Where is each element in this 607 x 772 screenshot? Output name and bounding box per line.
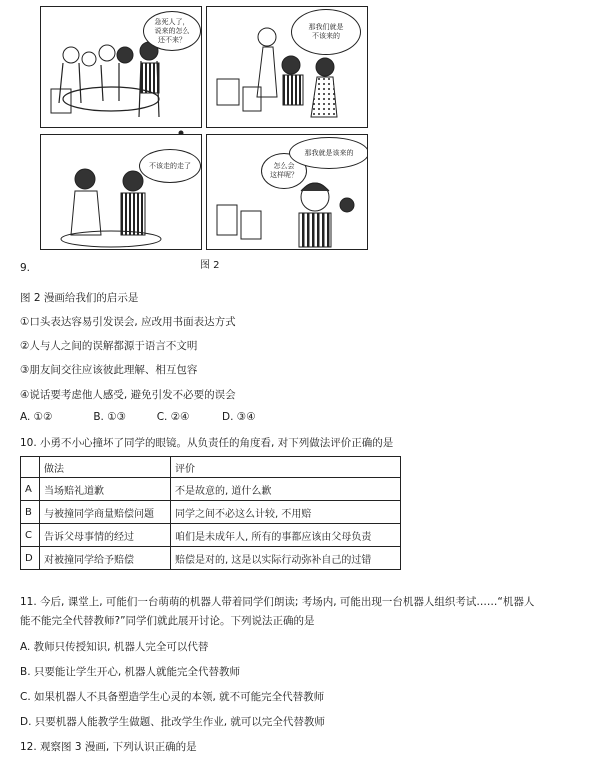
q9-statement-3: ③朋友间交往应该彼此理解、相互包容 xyxy=(20,364,198,376)
comic-panel-2 xyxy=(206,6,368,128)
q9-statement-2: ②人与人之间的误解都源于语言不文明 xyxy=(20,340,198,352)
q10-table-header xyxy=(21,457,401,478)
row-label: A xyxy=(21,478,40,501)
comic-panel-3 xyxy=(40,134,202,250)
comic-figure xyxy=(40,6,530,248)
table-row[interactable] xyxy=(21,478,401,501)
q9-statement-4: ④说话要考虑他人感受, 避免引发不必要的误会 xyxy=(20,389,236,401)
speech-bubble-3: 不该走的走了 xyxy=(139,149,201,183)
row-eval: 不是故意的, 道什么歉 xyxy=(171,478,401,501)
q10-stem: 10. 小勇不小心撞坏了同学的眼镜。从负责任的角度看, 对下列做法评价正确的是 xyxy=(20,437,394,449)
q11-option-c[interactable]: C. 如果机器人不具备塑造学生心灵的本领, 就不可能完全代替教师 xyxy=(20,691,325,703)
q10-header-blank xyxy=(21,457,40,478)
q12-stem: 12. 观察图 3 漫画, 下列认识正确的是 xyxy=(20,741,197,753)
speech-bubble-4a: 怎么会 这样呢？ xyxy=(261,153,307,189)
speech-bubble-2: 那我们就是 不该来的 xyxy=(291,9,361,55)
comic-panel-1 xyxy=(40,6,202,128)
q11-option-d[interactable]: D. 只要机器人能教学生做题、批改学生作业, 就可以完全代替教师 xyxy=(20,716,325,728)
q11-stem-line-1: 11. 今后, 课堂上, 可能们一台萌萌的机器人带着同学们朗读; 考场内, 可能出现一台机器人组织考试……“机器人 xyxy=(20,596,535,608)
row-method: 告诉父母事情的经过 xyxy=(40,524,171,547)
q10-table xyxy=(20,456,401,570)
table-row[interactable] xyxy=(21,547,401,570)
q11-option-a[interactable]: A. 教师只传授知识, 机器人完全可以代替 xyxy=(20,641,209,653)
row-method: 当场赔礼道歉 xyxy=(40,478,171,501)
q11-option-b[interactable]: B. 只要能让学生开心, 机器人就能完全代替教师 xyxy=(20,666,241,678)
row-eval: 赔偿是对的, 这是以实际行动弥补自己的过错 xyxy=(171,547,401,570)
q9-option-a[interactable]: A. ①② xyxy=(20,411,53,423)
table-row[interactable] xyxy=(21,501,401,524)
q9-options xyxy=(20,411,256,423)
q10-header-eval: 评价 xyxy=(171,457,401,478)
q10-header-method: 做法 xyxy=(40,457,171,478)
row-method: 与被撞同学商量赔偿问题 xyxy=(40,501,171,524)
row-label: C xyxy=(21,524,40,547)
q9-stem: 图 2 漫画给我们的启示是 xyxy=(20,292,139,304)
comic-panel-4 xyxy=(206,134,368,250)
q9-option-d[interactable]: D. ③④ xyxy=(222,411,256,423)
row-label: B xyxy=(21,501,40,524)
row-label: D xyxy=(21,547,40,570)
row-eval: 咱们是未成年人, 所有的事都应该由父母负责 xyxy=(171,524,401,547)
q9-statement-1: ①口头表达容易引发误会, 应改用书面表达方式 xyxy=(20,316,236,328)
speech-bubble-1: 急死人了， 说来的怎么 还不来？ xyxy=(143,11,201,51)
q9-option-c[interactable]: C. ②④ xyxy=(156,411,190,423)
q9-number: 9. xyxy=(20,262,31,274)
table-row[interactable] xyxy=(21,524,401,547)
speech-bubble-4b: 那我就是该来的 xyxy=(289,137,368,169)
figure-caption: 图 2 xyxy=(200,260,220,271)
q11-stem-line-2: 能不能完全代替教师?”同学们就此展开讨论。下列说法正确的是 xyxy=(20,615,315,627)
q9-option-b[interactable]: B. ①③ xyxy=(93,411,127,423)
row-eval: 同学之间不必这么计较, 不用赔 xyxy=(171,501,401,524)
row-method: 对被撞同学给予赔偿 xyxy=(40,547,171,570)
